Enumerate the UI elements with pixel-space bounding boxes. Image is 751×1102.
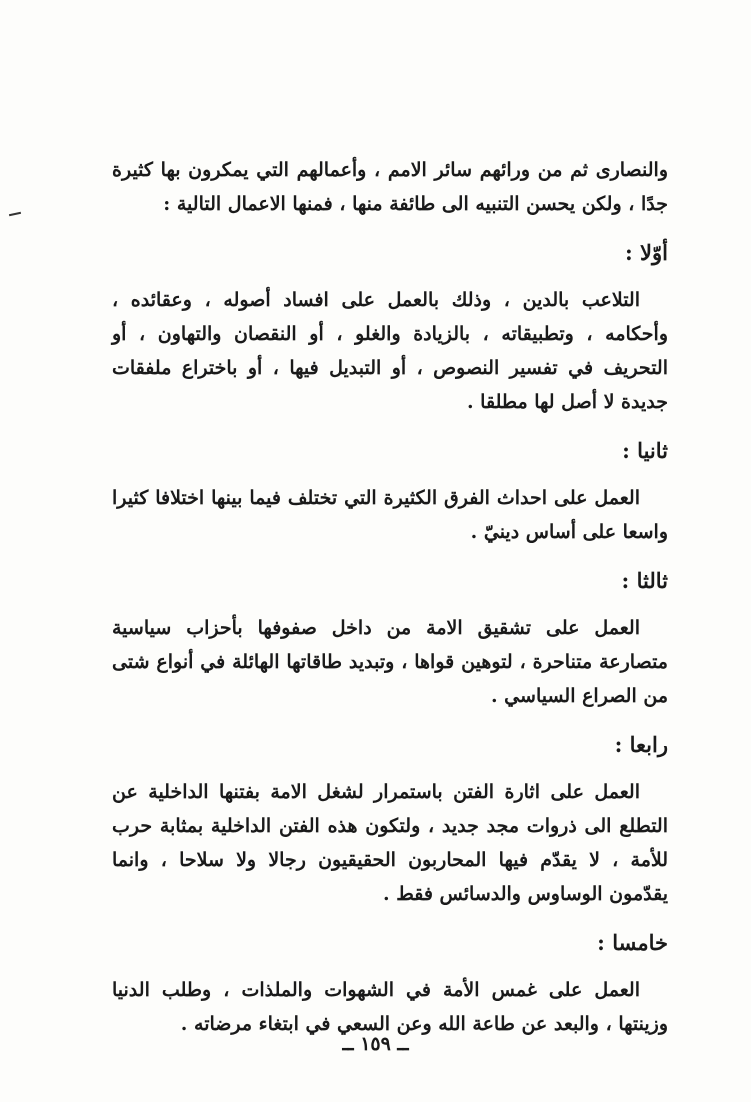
section-heading-first: أوّلا :	[624, 240, 668, 265]
section-text-fourth: العمل على اثارة الفتن باستمرار لشغل الامة بفتنها الداخلية عن التطلع الى ذروات مجد جديد ، ولتكون هذه الفتن الداخلية بمثابة حرب للأمة ، لا يقدّم فيها المحاربون الحقيقيون رجالا ولا سلاحا ، وانما يقدّمون الوساوس والدسائس فقط .	[112, 781, 668, 905]
section-text-second: العمل على احداث الفرق الكثيرة التي تختلف فيما بينها اختلافا كثيرا واسعا على أساس دينيّ .	[112, 487, 668, 543]
intro-paragraph: والنصارى ثم من ورائهم سائر الامم ، وأعمالهم التي يمكرون بها كثيرة جدًا ، ولكن يحسن التنبيه الى طائفة منها ، فمنها الاعمال التالية :	[112, 159, 668, 215]
section-heading-second: ثانيا :	[622, 438, 668, 463]
section-heading-fourth: رابعا :	[614, 732, 668, 757]
section-heading-fifth: خامسا :	[597, 930, 668, 955]
section-text-first: التلاعب بالدين ، وذلك بالعمل على افساد أصوله ، وعقائده ، وأحكامه ، وتطبيقاته ، بالزيادة والغلو ، أو النقصان والتهاون ، أو التحريف في تفسير النصوص ، أو التبديل فيها ، أو باختراع ملفقات جديدة لا أصل لها مطلقا .	[112, 289, 668, 413]
page-number: ــ ١٥٩ ــ	[342, 1033, 409, 1055]
section-text-fifth: العمل على غمس الأمة في الشهوات والملذات ، وطلب الدنيا وزينتها ، والبعد عن طاعة الله وعن السعي في ابتغاء مرضاته .	[112, 979, 668, 1035]
margin-mark	[9, 212, 21, 216]
section-text-third: العمل على تشقيق الامة من داخل صفوفها بأحزاب سياسية متصارعة متناحرة ، لتوهين قواها ، وتبديد طاقاتها الهائلة في أنواع شتى من الصراع السياسي .	[112, 617, 668, 707]
body-text	[112, 153, 668, 1041]
section-heading-third: ثالثا :	[621, 568, 668, 593]
